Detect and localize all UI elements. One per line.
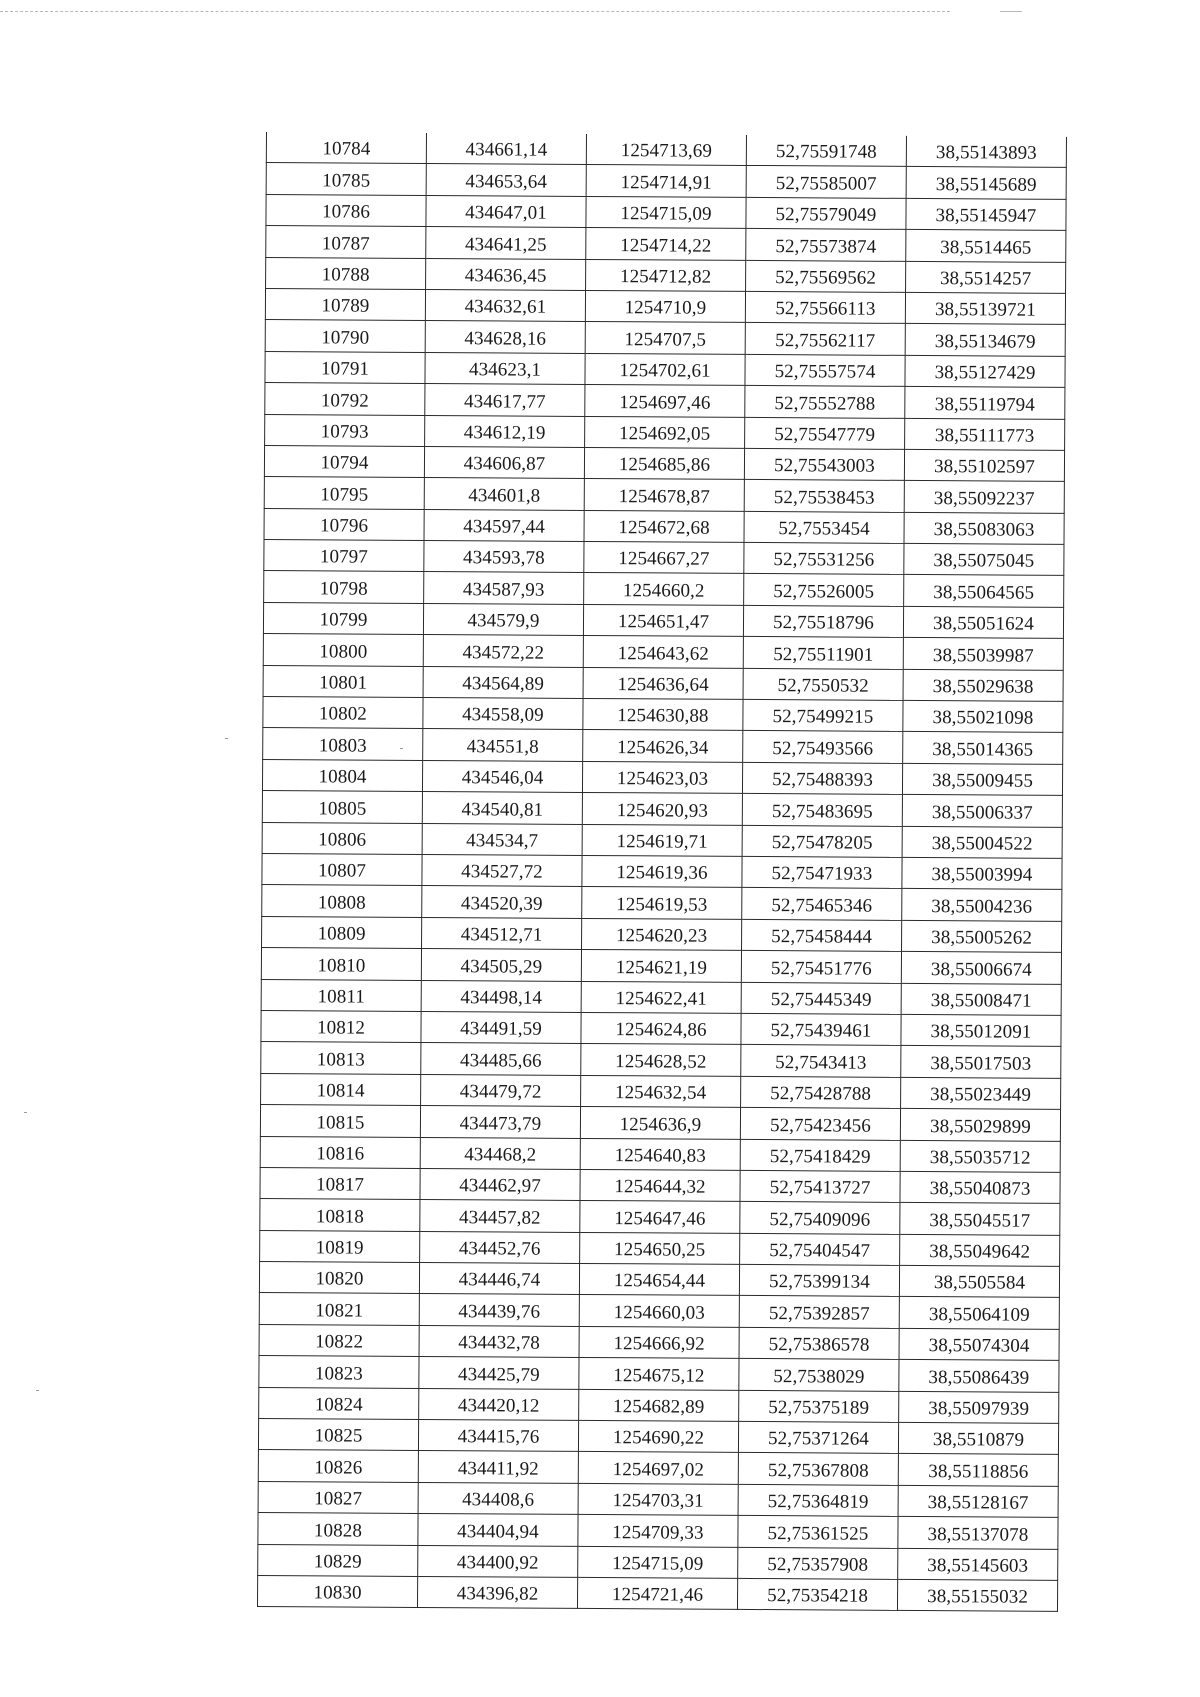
x-coordinate-cell: 434432,78 [419, 1325, 579, 1357]
x-coordinate-cell: 434420,12 [419, 1388, 579, 1420]
y-coordinate-cell: 1254697,02 [578, 1452, 738, 1484]
point-number-cell: 10787 [266, 226, 426, 258]
table-row [260, 1136, 1060, 1172]
point-number-cell: 10791 [265, 351, 425, 383]
latitude-cell: 52,75364819 [738, 1484, 898, 1516]
latitude-cell: 52,75511901 [743, 637, 903, 669]
y-coordinate-cell: 1254660,03 [579, 1295, 739, 1327]
longitude-cell: 38,55064109 [899, 1297, 1059, 1329]
x-coordinate-cell: 434661,14 [426, 133, 586, 165]
y-coordinate-cell: 1254650,25 [580, 1232, 740, 1264]
latitude-cell: 52,75493566 [743, 731, 903, 763]
latitude-cell: 52,75354218 [737, 1578, 897, 1610]
point-number-cell: 10784 [266, 132, 426, 164]
point-number-cell: 10804 [262, 759, 422, 791]
scan-speck [24, 1112, 27, 1113]
y-coordinate-cell: 1254712,82 [586, 259, 746, 291]
longitude-cell: 38,55134679 [905, 324, 1065, 356]
point-number-cell: 10806 [262, 822, 422, 854]
longitude-cell: 38,55017503 [901, 1046, 1061, 1078]
table-row [259, 1324, 1059, 1360]
table-row [264, 571, 1064, 607]
longitude-cell: 38,55004522 [902, 826, 1062, 858]
table-row [258, 1481, 1058, 1517]
y-coordinate-cell: 1254623,03 [582, 761, 742, 793]
y-coordinate-cell: 1254714,91 [586, 165, 746, 197]
table-row [264, 540, 1064, 576]
point-number-cell: 10826 [258, 1450, 418, 1482]
y-coordinate-cell: 1254630,88 [583, 698, 743, 730]
longitude-cell: 38,55092237 [904, 481, 1064, 513]
table-row [260, 1167, 1060, 1203]
y-coordinate-cell: 1254620,23 [582, 918, 742, 950]
point-number-cell: 10816 [260, 1136, 420, 1168]
point-number-cell: 10799 [263, 602, 423, 634]
point-number-cell: 10809 [262, 916, 422, 948]
longitude-cell: 38,5505584 [899, 1265, 1059, 1297]
point-number-cell: 10813 [261, 1042, 421, 1074]
table-row [265, 414, 1065, 450]
latitude-cell: 52,75591748 [746, 135, 906, 167]
latitude-cell: 52,75547779 [745, 417, 905, 449]
scan-speck [36, 1390, 39, 1391]
y-coordinate-cell: 1254672,68 [584, 510, 744, 542]
y-coordinate-cell: 1254685,86 [584, 447, 744, 479]
table-row [259, 1262, 1059, 1298]
table-row [265, 383, 1065, 419]
table-row [260, 1105, 1060, 1141]
latitude-cell: 52,75557574 [745, 354, 905, 386]
longitude-cell: 38,55049642 [900, 1234, 1060, 1266]
x-coordinate-cell: 434579,9 [423, 603, 583, 635]
longitude-cell: 38,55005262 [902, 920, 1062, 952]
longitude-cell: 38,55009455 [902, 763, 1062, 795]
point-number-cell: 10807 [262, 853, 422, 885]
y-coordinate-cell: 1254667,27 [584, 542, 744, 574]
longitude-cell: 38,55040873 [900, 1171, 1060, 1203]
table-row [259, 1387, 1059, 1423]
point-number-cell: 10802 [263, 697, 423, 729]
latitude-cell: 52,7538029 [739, 1359, 899, 1391]
latitude-cell: 52,75569562 [746, 260, 906, 292]
point-number-cell: 10790 [265, 320, 425, 352]
x-coordinate-cell: 434601,8 [424, 478, 584, 510]
x-coordinate-cell: 434612,19 [425, 415, 585, 447]
longitude-cell: 38,55039987 [903, 638, 1063, 670]
longitude-cell: 38,55064565 [904, 575, 1064, 607]
longitude-cell: 38,55145603 [898, 1548, 1058, 1580]
longitude-cell: 38,55086439 [899, 1360, 1059, 1392]
point-number-cell: 10796 [264, 508, 424, 540]
longitude-cell: 38,55051624 [903, 606, 1063, 638]
y-coordinate-cell: 1254660,2 [584, 573, 744, 605]
latitude-cell: 52,75573874 [746, 229, 906, 261]
x-coordinate-cell: 434411,92 [418, 1451, 578, 1483]
y-coordinate-cell: 1254692,05 [585, 416, 745, 448]
table-row [261, 1042, 1061, 1078]
y-coordinate-cell: 1254682,89 [579, 1389, 739, 1421]
y-coordinate-cell: 1254715,09 [578, 1546, 738, 1578]
y-coordinate-cell: 1254624,86 [581, 1012, 741, 1044]
latitude-cell: 52,75367808 [738, 1453, 898, 1485]
longitude-cell: 38,55004236 [902, 889, 1062, 921]
longitude-cell: 38,55145947 [906, 198, 1066, 230]
latitude-cell: 52,75371264 [738, 1421, 898, 1453]
longitude-cell: 38,55139721 [905, 292, 1065, 324]
latitude-cell: 52,75566113 [745, 291, 905, 323]
point-number-cell: 10811 [261, 979, 421, 1011]
point-number-cell: 10810 [261, 948, 421, 980]
x-coordinate-cell: 434597,44 [424, 509, 584, 541]
table-row [257, 1575, 1057, 1611]
point-number-cell: 10815 [260, 1105, 420, 1137]
point-number-cell: 10820 [259, 1262, 419, 1294]
longitude-cell: 38,5510879 [898, 1422, 1058, 1454]
scan-speck [225, 738, 228, 739]
y-coordinate-cell: 1254697,46 [585, 385, 745, 417]
x-coordinate-cell: 434485,66 [421, 1043, 581, 1075]
table-row [259, 1356, 1059, 1392]
y-coordinate-cell: 1254721,46 [577, 1577, 737, 1609]
y-coordinate-cell: 1254678,87 [584, 479, 744, 511]
latitude-cell: 52,7543413 [741, 1045, 901, 1077]
x-coordinate-cell: 434512,71 [422, 917, 582, 949]
latitude-cell: 52,75543003 [744, 448, 904, 480]
point-number-cell: 10823 [259, 1356, 419, 1388]
x-coordinate-cell: 434647,01 [426, 195, 586, 227]
y-coordinate-cell: 1254619,53 [582, 887, 742, 919]
longitude-cell: 38,55006337 [902, 795, 1062, 827]
latitude-cell: 52,75413727 [740, 1170, 900, 1202]
x-coordinate-cell: 434587,93 [424, 572, 584, 604]
y-coordinate-cell: 1254619,36 [582, 855, 742, 887]
x-coordinate-cell: 434457,82 [420, 1200, 580, 1232]
latitude-cell: 52,75579049 [746, 197, 906, 229]
x-coordinate-cell: 434572,22 [423, 635, 583, 667]
y-coordinate-cell: 1254714,22 [586, 228, 746, 260]
point-number-cell: 10821 [259, 1293, 419, 1325]
longitude-cell: 38,55118856 [898, 1454, 1058, 1486]
x-coordinate-cell: 434439,76 [419, 1294, 579, 1326]
x-coordinate-cell: 434534,7 [422, 823, 582, 855]
table-row [265, 351, 1065, 387]
latitude-cell: 52,75399134 [739, 1264, 899, 1296]
x-coordinate-cell: 434400,92 [418, 1545, 578, 1577]
y-coordinate-cell: 1254647,46 [580, 1201, 740, 1233]
point-number-cell: 10786 [266, 194, 426, 226]
coordinates-table-body [257, 132, 1066, 1612]
table-row [264, 477, 1064, 513]
latitude-cell: 52,75478205 [742, 825, 902, 857]
latitude-cell: 52,75357908 [738, 1547, 898, 1579]
longitude-cell: 38,55127429 [905, 355, 1065, 387]
point-number-cell: 10825 [258, 1418, 418, 1450]
table-row [262, 853, 1062, 889]
y-coordinate-cell: 1254628,52 [581, 1044, 741, 1076]
table-row [264, 445, 1064, 481]
y-coordinate-cell: 1254703,31 [578, 1483, 738, 1515]
point-number-cell: 10828 [258, 1513, 418, 1545]
table-row [261, 1073, 1061, 1109]
table-row [258, 1544, 1058, 1580]
latitude-cell: 52,75445349 [741, 982, 901, 1014]
point-number-cell: 10819 [260, 1230, 420, 1262]
y-coordinate-cell: 1254707,5 [585, 322, 745, 354]
longitude-cell: 38,55083063 [904, 512, 1064, 544]
y-coordinate-cell: 1254640,83 [580, 1138, 740, 1170]
y-coordinate-cell: 1254713,69 [586, 134, 746, 166]
latitude-cell: 52,75409096 [740, 1202, 900, 1234]
y-coordinate-cell: 1254619,71 [582, 824, 742, 856]
longitude-cell: 38,55119794 [905, 387, 1065, 419]
point-number-cell: 10789 [265, 288, 425, 320]
table-row [258, 1513, 1058, 1549]
x-coordinate-cell: 434653,64 [426, 164, 586, 196]
x-coordinate-cell: 434558,09 [423, 698, 583, 730]
latitude-cell: 52,75404547 [740, 1233, 900, 1265]
y-coordinate-cell: 1254643,62 [583, 636, 743, 668]
table-row [262, 759, 1062, 795]
x-coordinate-cell: 434446,74 [419, 1263, 579, 1295]
latitude-cell: 52,75439461 [741, 1013, 901, 1045]
latitude-cell: 52,75375189 [739, 1390, 899, 1422]
table-row [260, 1199, 1060, 1235]
latitude-cell: 52,75361525 [738, 1516, 898, 1548]
point-number-cell: 10785 [266, 163, 426, 195]
y-coordinate-cell: 1254651,47 [583, 604, 743, 636]
latitude-cell: 52,75458444 [742, 919, 902, 951]
latitude-cell: 52,75471933 [742, 856, 902, 888]
y-coordinate-cell: 1254709,33 [578, 1515, 738, 1547]
point-number-cell: 10829 [258, 1544, 418, 1576]
latitude-cell: 52,75488393 [742, 762, 902, 794]
table-row [260, 1230, 1060, 1266]
x-coordinate-cell: 434551,8 [423, 729, 583, 761]
point-number-cell: 10794 [264, 445, 424, 477]
table-row [263, 665, 1063, 701]
y-coordinate-cell: 1254632,54 [581, 1075, 741, 1107]
point-number-cell: 10818 [260, 1199, 420, 1231]
longitude-cell: 38,55003994 [902, 857, 1062, 889]
longitude-cell: 38,55012091 [901, 1014, 1061, 1046]
table-row [261, 1010, 1061, 1046]
table-row [266, 194, 1066, 230]
table-row [266, 257, 1066, 293]
table-row [265, 288, 1065, 324]
latitude-cell: 52,75531256 [744, 543, 904, 575]
point-number-cell: 10824 [259, 1387, 419, 1419]
point-number-cell: 10798 [264, 571, 424, 603]
x-coordinate-cell: 434462,97 [420, 1168, 580, 1200]
x-coordinate-cell: 434498,14 [421, 980, 581, 1012]
latitude-cell: 52,7553454 [744, 511, 904, 543]
latitude-cell: 52,75538453 [744, 480, 904, 512]
scan-speck [400, 748, 403, 749]
y-coordinate-cell: 1254654,44 [579, 1263, 739, 1295]
longitude-cell: 38,55021098 [903, 700, 1063, 732]
x-coordinate-cell: 434473,79 [420, 1106, 580, 1138]
longitude-cell: 38,5514257 [906, 261, 1066, 293]
longitude-cell: 38,5514465 [906, 230, 1066, 262]
latitude-cell: 52,75518796 [743, 605, 903, 637]
longitude-cell: 38,55145689 [906, 167, 1066, 199]
longitude-cell: 38,55045517 [900, 1203, 1060, 1235]
latitude-cell: 52,75552788 [745, 386, 905, 418]
longitude-cell: 38,55035712 [900, 1140, 1060, 1172]
y-coordinate-cell: 1254644,32 [580, 1169, 740, 1201]
latitude-cell: 52,75585007 [746, 166, 906, 198]
longitude-cell: 38,55097939 [899, 1391, 1059, 1423]
y-coordinate-cell: 1254710,9 [585, 290, 745, 322]
y-coordinate-cell: 1254636,9 [580, 1107, 740, 1139]
x-coordinate-cell: 434546,04 [422, 760, 582, 792]
x-coordinate-cell: 434396,82 [417, 1576, 577, 1608]
table-row [262, 791, 1062, 827]
table-row [263, 634, 1063, 670]
latitude-cell: 52,75386578 [739, 1327, 899, 1359]
table-row [263, 602, 1063, 638]
point-number-cell: 10800 [263, 634, 423, 666]
point-number-cell: 10814 [261, 1073, 421, 1105]
latitude-cell: 52,75418429 [740, 1139, 900, 1171]
y-coordinate-cell: 1254715,09 [586, 196, 746, 228]
latitude-cell: 52,75483695 [742, 794, 902, 826]
longitude-cell: 38,55155032 [897, 1579, 1057, 1611]
y-coordinate-cell: 1254621,19 [581, 950, 741, 982]
y-coordinate-cell: 1254620,93 [582, 793, 742, 825]
point-number-cell: 10803 [263, 728, 423, 760]
table-row [263, 697, 1063, 733]
point-number-cell: 10817 [260, 1167, 420, 1199]
x-coordinate-cell: 434491,59 [421, 1011, 581, 1043]
table-row [265, 320, 1065, 356]
table-row [261, 979, 1061, 1015]
y-coordinate-cell: 1254690,22 [578, 1420, 738, 1452]
point-number-cell: 10792 [265, 383, 425, 415]
table-row [266, 163, 1066, 199]
latitude-cell: 52,75428788 [741, 1076, 901, 1108]
y-coordinate-cell: 1254675,12 [579, 1358, 739, 1390]
table-row [266, 132, 1066, 168]
x-coordinate-cell: 434520,39 [422, 886, 582, 918]
longitude-cell: 38,55102597 [904, 449, 1064, 481]
y-coordinate-cell: 1254636,64 [583, 667, 743, 699]
point-number-cell: 10808 [262, 885, 422, 917]
longitude-cell: 38,55075045 [904, 543, 1064, 575]
longitude-cell: 38,55143893 [906, 136, 1066, 168]
latitude-cell: 52,7550532 [743, 668, 903, 700]
y-coordinate-cell: 1254666,92 [579, 1326, 739, 1358]
y-coordinate-cell: 1254702,61 [585, 353, 745, 385]
x-coordinate-cell: 434408,6 [418, 1482, 578, 1514]
longitude-cell: 38,55074304 [899, 1328, 1059, 1360]
table-row [264, 508, 1064, 544]
latitude-cell: 52,75499215 [743, 699, 903, 731]
table-row [262, 916, 1062, 952]
longitude-cell: 38,55111773 [905, 418, 1065, 450]
x-coordinate-cell: 434404,94 [418, 1514, 578, 1546]
latitude-cell: 52,75562117 [745, 323, 905, 355]
x-coordinate-cell: 434527,72 [422, 854, 582, 886]
x-coordinate-cell: 434425,79 [419, 1357, 579, 1389]
x-coordinate-cell: 434636,45 [426, 258, 586, 290]
longitude-cell: 38,55137078 [898, 1517, 1058, 1549]
table-row [258, 1418, 1058, 1454]
coordinates-table [257, 132, 1067, 1612]
latitude-cell: 52,75451776 [741, 951, 901, 983]
longitude-cell: 38,55128167 [898, 1485, 1058, 1517]
point-number-cell: 10812 [261, 1010, 421, 1042]
x-coordinate-cell: 434606,87 [424, 446, 584, 478]
x-coordinate-cell: 434617,77 [425, 384, 585, 416]
x-coordinate-cell: 434632,61 [425, 289, 585, 321]
latitude-cell: 52,75465346 [742, 888, 902, 920]
point-number-cell: 10795 [264, 477, 424, 509]
table-row [259, 1293, 1059, 1329]
x-coordinate-cell: 434468,2 [420, 1137, 580, 1169]
scan-top-edge [0, 11, 950, 12]
x-coordinate-cell: 434479,72 [421, 1074, 581, 1106]
latitude-cell: 52,75392857 [739, 1296, 899, 1328]
point-number-cell: 10827 [258, 1481, 418, 1513]
table-row [261, 948, 1061, 984]
table-row [262, 885, 1062, 921]
longitude-cell: 38,55029899 [900, 1109, 1060, 1141]
point-number-cell: 10805 [262, 791, 422, 823]
point-number-cell: 10822 [259, 1324, 419, 1356]
longitude-cell: 38,55006674 [901, 952, 1061, 984]
latitude-cell: 52,75526005 [744, 574, 904, 606]
scan-top-edge-mark [1000, 11, 1022, 12]
latitude-cell: 52,75423456 [740, 1108, 900, 1140]
longitude-cell: 38,55023449 [901, 1077, 1061, 1109]
x-coordinate-cell: 434623,1 [425, 352, 585, 384]
table-row [258, 1450, 1058, 1486]
x-coordinate-cell: 434452,76 [420, 1231, 580, 1263]
y-coordinate-cell: 1254622,41 [581, 981, 741, 1013]
x-coordinate-cell: 434505,29 [421, 949, 581, 981]
x-coordinate-cell: 434628,16 [425, 321, 585, 353]
x-coordinate-cell: 434641,25 [426, 227, 586, 259]
longitude-cell: 38,55014365 [903, 732, 1063, 764]
point-number-cell: 10788 [266, 257, 426, 289]
point-number-cell: 10793 [265, 414, 425, 446]
point-number-cell: 10797 [264, 540, 424, 572]
y-coordinate-cell: 1254626,34 [583, 730, 743, 762]
x-coordinate-cell: 434415,76 [418, 1419, 578, 1451]
table-row [266, 226, 1066, 262]
point-number-cell: 10801 [263, 665, 423, 697]
x-coordinate-cell: 434564,89 [423, 666, 583, 698]
point-number-cell: 10830 [257, 1575, 417, 1607]
longitude-cell: 38,55008471 [901, 983, 1061, 1015]
x-coordinate-cell: 434540,81 [422, 792, 582, 824]
x-coordinate-cell: 434593,78 [424, 541, 584, 573]
table-row [263, 728, 1063, 764]
table-row [262, 822, 1062, 858]
longitude-cell: 38,55029638 [903, 669, 1063, 701]
